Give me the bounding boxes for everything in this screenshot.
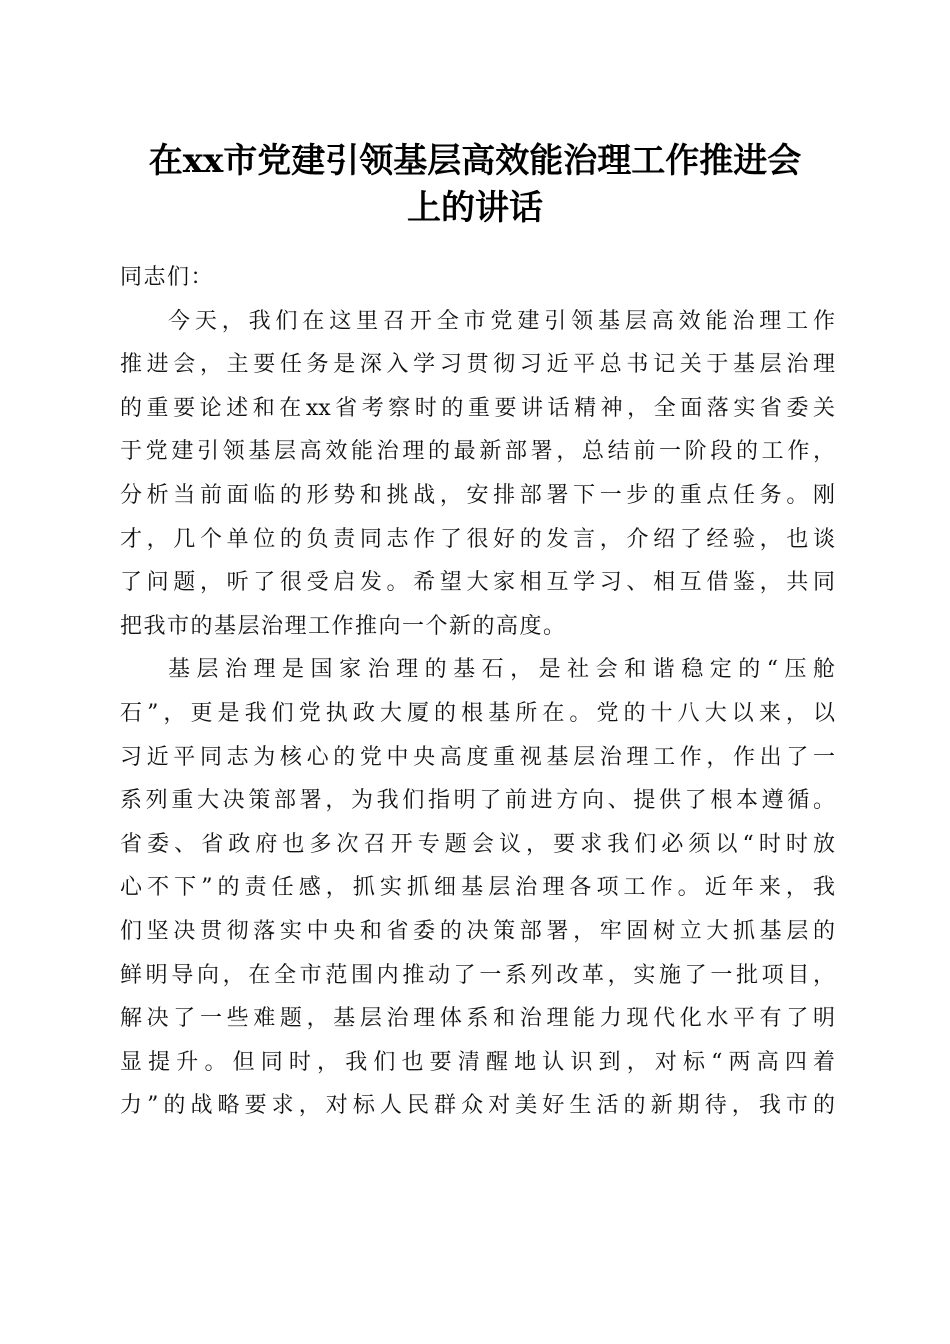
paragraph-line: 把我市的基层治理工作推向一个新的高度。 bbox=[120, 613, 567, 639]
paragraph-line: 今天，我们在这里召开全市党建引领基层高效能治理工作 bbox=[168, 308, 835, 334]
paragraph-line: 分析当前面临的形势和挑战，安排部署下一步的重点任务。刚 bbox=[120, 482, 835, 508]
title-line-1: 在xx市党建引领基层高效能治理工作推进会 bbox=[148, 141, 802, 181]
paragraph-line: 系列重大决策部署，为我们指明了前进方向、提供了根本遵循。 bbox=[120, 788, 835, 814]
paragraph-line: 的重要论述和在xx省考察时的重要讲话精神，全面落实省委关 bbox=[120, 395, 835, 421]
title-line-2: 上的讲话 bbox=[407, 188, 543, 228]
paragraph-line: 推进会，主要任务是深入学习贯彻习近平总书记关于基层治理 bbox=[120, 352, 835, 378]
paragraph-line: 石”，更是我们党执政大厦的根基所在。党的十八大以来，以 bbox=[120, 700, 835, 726]
paragraph-line: 鲜明导向，在全市范围内推动了一系列改革，实施了一批项目， bbox=[120, 962, 835, 988]
paragraph-line: 力”的战略要求，对标人民群众对美好生活的新期待，我市的 bbox=[120, 1093, 835, 1119]
paragraph-line: 显提升。但同时，我们也要清醒地认识到，对标“两高四着 bbox=[120, 1049, 835, 1075]
paragraph-line: 省委、省政府也多次召开专题会议，要求我们必须以“时时放 bbox=[120, 831, 835, 857]
paragraph-line: 习近平同志为核心的党中央高度重视基层治理工作，作出了一 bbox=[120, 744, 835, 770]
paragraph-line: 们坚决贯彻落实中央和省委的决策部署，牢固树立大抓基层的 bbox=[120, 918, 835, 944]
paragraph-1 bbox=[120, 300, 835, 649]
paragraph-line: 于党建引领基层高效能治理的最新部署，总结前一阶段的工作， bbox=[120, 439, 835, 465]
paragraph-2 bbox=[120, 648, 835, 1128]
paragraph-line: 心不下”的责任感，抓实抓细基层治理各项工作。近年来，我 bbox=[120, 875, 835, 901]
paragraph-line: 才，几个单位的负责同志作了很好的发言，介绍了经验，也谈 bbox=[120, 526, 835, 552]
paragraph-line: 了问题，听了很受启发。希望大家相互学习、相互借鉴，共同 bbox=[120, 570, 835, 596]
document-title bbox=[90, 138, 860, 232]
salutation: 同志们： bbox=[120, 265, 215, 290]
paragraph-line: 解决了一些难题，基层治理体系和治理能力现代化水平有了明 bbox=[120, 1006, 835, 1032]
paragraph-line: 基层治理是国家治理的基石，是社会和谐稳定的“压舱 bbox=[168, 657, 835, 683]
document-body bbox=[120, 256, 835, 1128]
